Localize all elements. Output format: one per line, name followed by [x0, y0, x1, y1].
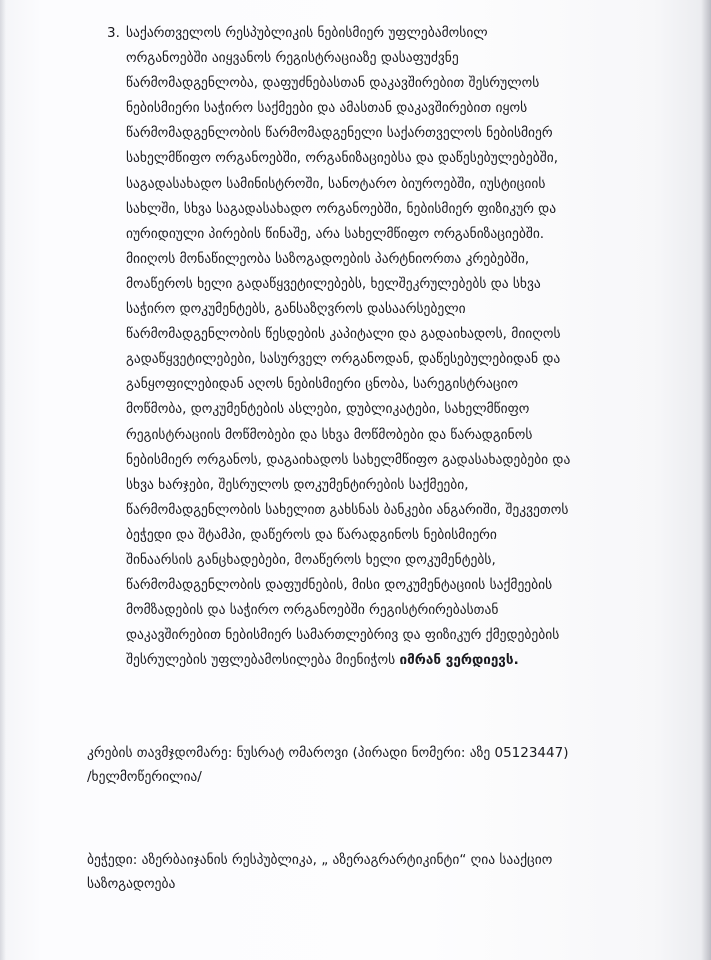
paragraph-line: სახელმწიფო ორგანოებში, ორგანიზაციებსა და დაწესებულებებში,	[126, 150, 559, 167]
chairman-block	[87, 741, 677, 789]
seal-line-continued: საზოგადოება	[87, 876, 176, 892]
paragraph-line: გადაწყვეტილებები, სასურველ ორგანოდან, დაწესებულებიდან და	[126, 351, 561, 368]
authorized-person-name: იმრან ვერდიევს.	[399, 652, 519, 669]
paragraph-line: ორგანოებში აიყვანოს რეგისტრაციაზე დასაფუძვნე	[126, 50, 459, 67]
paragraph-line: მიიღოს მონაწილეობა საზოგადოების პარტნიორთა კრებებში,	[126, 250, 530, 267]
paragraph-line: ნებისმიერ ორგანოს, დაგაიხადოს სახელმწიფო გადასახადებები და	[126, 451, 571, 468]
paragraph-line: წარმომადგენლობა, დაფუძნებასთან დაკავშირებით შესრულოს	[126, 75, 540, 92]
paragraph-line: იურიდიული პირების წინაშე, არა სახელმწიფო ორგანიზაციებში.	[126, 225, 545, 242]
paragraph-line: მომზადების და საჭირო ორგანოებში რეგისტრირებასთან	[126, 602, 499, 619]
paragraph-line: წარმომადგენლობის სახელით გახსნას ბანკები ანგარიში, შეკვეთოს	[126, 501, 569, 518]
signed-note: /ხელმოწერილია/	[87, 769, 202, 785]
chairman-line: კრების თავმჯდომარე: ნუსრატ ომაროვი (პირადი ნომერი: აზე 05123447)	[87, 745, 569, 761]
paragraph-line: რეგისტრაციის მოწმობები და სხვა მოწმობები და წარადგინოს	[126, 426, 533, 443]
paragraph-line: შინაარსის განცხადებები, მოაწეროს ხელი დოკუმენტებს,	[126, 551, 496, 568]
paragraph-line: მოწმობა, დოკუმენტების ასლები, დუბლიკატები, სახელმწიფო	[126, 401, 530, 418]
item-number: 3.	[107, 25, 120, 41]
paragraph-line: მოაწეროს ხელი გადაწყვეტილებებს, ხელშეკრულებებს და სხვა	[126, 275, 541, 292]
authorization-paragraph	[126, 21, 666, 673]
paragraph-line: საქართველოს რესპუბლიკის ნებისმიერ უფლებამოსილ	[126, 25, 488, 41]
paragraph-line: დაკავშირებით ნებისმიერ სამართლებრივ და ფიზიკურ ქმედებების	[126, 627, 560, 644]
scan-left-shadow	[0, 0, 6, 960]
seal-block	[87, 848, 677, 896]
paragraph-line: სხვა ხარჯები, შესრულოს დოკუმენტირების საქმეები,	[126, 476, 469, 493]
paragraph-line: ბეჭედი და შტამპი, დაწეროს და წარადგინოს ნებისმიერი	[126, 526, 497, 543]
paragraph-line: წარმომადგენლობის წარმომადგენელი საქართველოს ნებისმიერ	[126, 125, 553, 142]
paragraph-last-line	[126, 648, 666, 673]
paragraph-line: საგადასახადო სამინისტროში, სანოტარო ბიუროებში, იუსტიციის	[126, 175, 546, 192]
paragraph-line: წარმომადგენლობის წესდების კაპიტალი და გადაიხადოს, მიიღოს	[126, 326, 561, 343]
paragraph-line: ნებისმიერი საჭირო საქმეები და ამასთან დაკავშირებით იყოს	[126, 100, 528, 117]
scan-right-shadow	[701, 0, 711, 960]
paragraph-line: განყოფილებიდან აღოს ნებისმიერი ცნობა, სარეგისტრაციო	[126, 376, 519, 393]
paragraph-line: წარმომადგენლობის დაფუძნების, მისი დოკუმენტაციის საქმეების	[126, 577, 553, 594]
paragraph-line: სახლში, სხვა საგადასახადო ორგანოებში, ნებისმიერ ფიზიკურ და	[126, 200, 557, 217]
seal-line: ბეჭედი: აზერბაიჯანის რესპუბლიკა, „ აზერაგრარტიკინტი“ ღია სააქციო	[87, 852, 553, 868]
paragraph-line: საჭირო დოკუმენტებს, განსაზღვროს დასაარსებელი	[126, 301, 466, 318]
paragraph-last-line-text: შესრულების უფლებამოსილება მიენიჭოს	[126, 652, 400, 669]
